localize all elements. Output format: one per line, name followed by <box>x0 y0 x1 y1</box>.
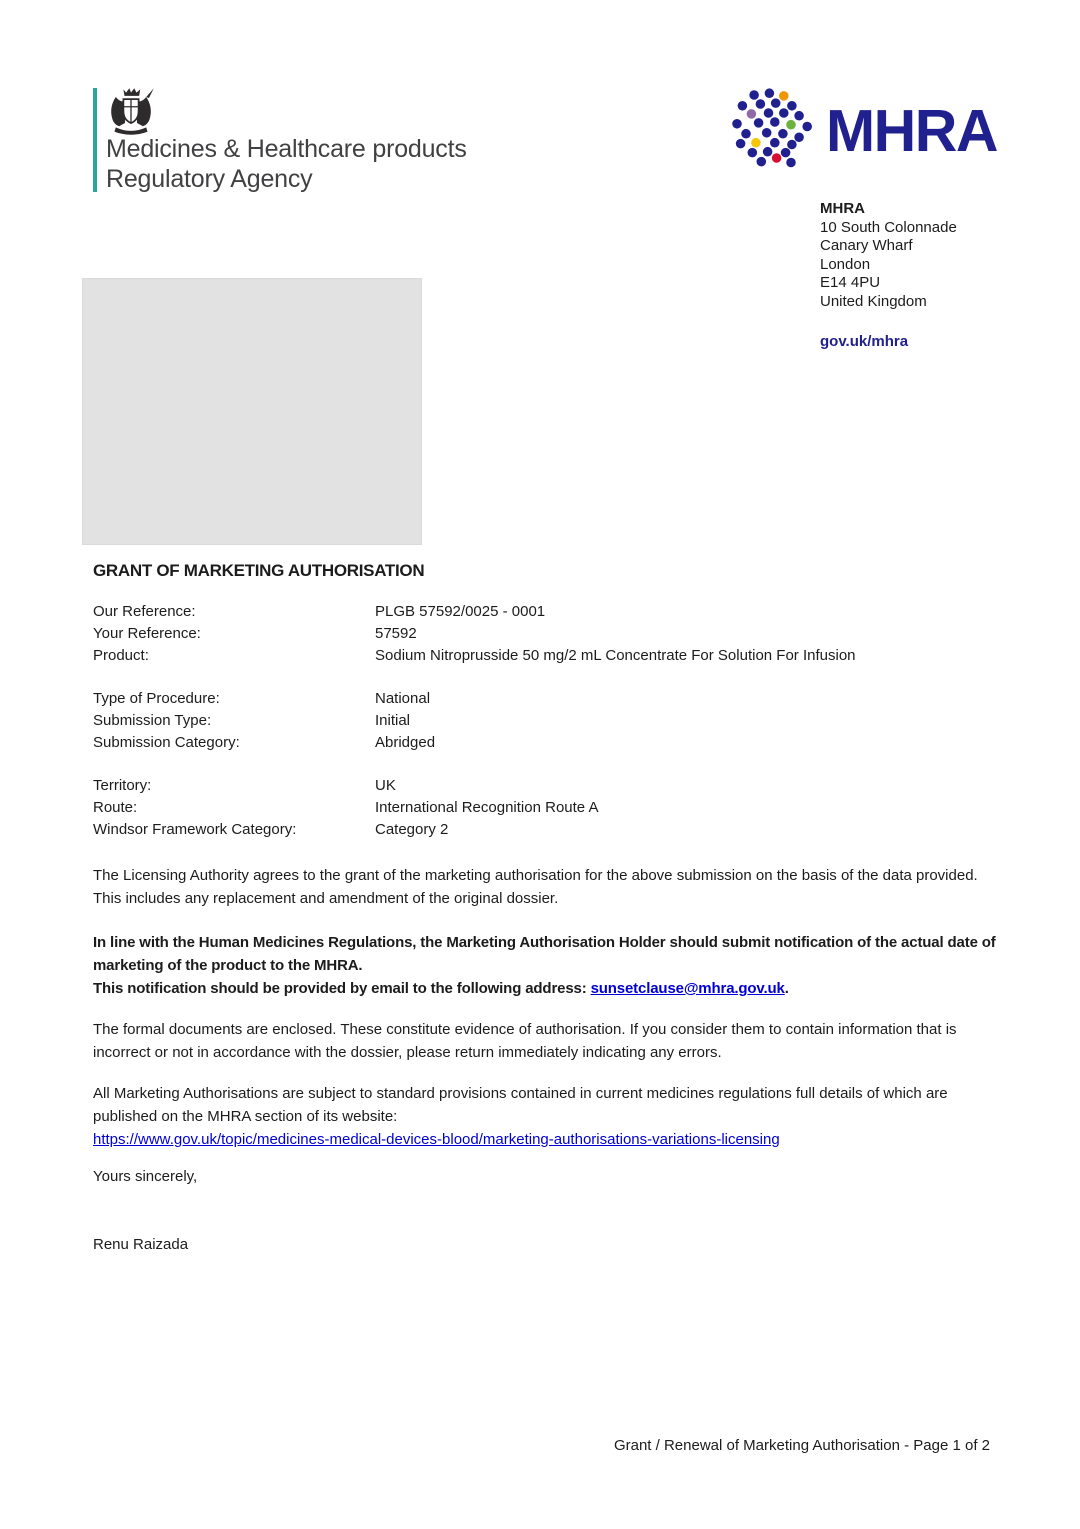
department-name-line2: Regulatory Agency <box>106 165 313 193</box>
detail-row-type-of-procedure <box>93 688 856 710</box>
redacted-address-block <box>82 278 422 545</box>
detail-row-product <box>93 645 856 667</box>
address-line: 10 South Colonnade <box>820 218 957 236</box>
contact-name: MHRA <box>820 200 865 217</box>
department-name <box>106 134 467 194</box>
detail-label: Submission Category: <box>93 734 240 751</box>
notification-email-line <box>93 977 998 1000</box>
notification-requirement-text: In line with the Human Medicines Regulations, the Marketing Authorisation Holder should submit notification of the actual date of marketing of the product to the MHRA. <box>93 934 996 974</box>
paragraph-notification <box>93 931 998 1000</box>
address-line: United Kingdom <box>820 292 927 310</box>
gov-uk-licensing-link[interactable]: https://www.gov.uk/topic/medicines-medical-devices-blood/marketing-authorisations-variations-licensing <box>93 1131 780 1148</box>
detail-row-route <box>93 797 856 819</box>
mhra-brand-logo <box>727 86 997 176</box>
address-line: E14 4PU <box>820 274 881 292</box>
details-table <box>93 601 856 841</box>
page-footer: Grant / Renewal of Marketing Authorisation - Page 1 of 2 <box>613 1437 990 1454</box>
letter-title: GRANT OF MARKETING AUTHORISATION <box>93 561 425 580</box>
sentence-period: . <box>784 980 789 997</box>
contact-block <box>820 200 957 351</box>
details-group-gap <box>93 667 856 688</box>
website-link[interactable]: gov.uk/mhra <box>820 332 909 350</box>
address-line: Canary Wharf <box>820 237 913 255</box>
detail-row-submission-type <box>93 710 856 732</box>
paragraph-licensing-authority: The Licensing Authority agrees to the grant of the marketing authorisation for the above submission on the basis of the data provided. This includes any replacement and amendment of the original dossier. <box>93 867 978 907</box>
detail-label: Windsor Framework Category: <box>93 821 297 838</box>
department-name-line1: Medicines & Healthcare products <box>106 135 467 163</box>
detail-row-windsor-framework-category <box>93 819 856 841</box>
paragraph-formal-documents: The formal documents are enclosed. These constitute evidence of authorisation. If you consider them to contain information that is incorrect or not in accordance with the dossier, please return immediately indicating any errors. <box>93 1021 957 1061</box>
detail-value: Category 2 <box>375 821 449 838</box>
detail-row-submission-category <box>93 732 856 754</box>
detail-value: UK <box>375 777 396 794</box>
detail-value: PLGB 57592/0025 - 0001 <box>375 603 546 620</box>
notification-email-prefix: This notification should be provided by email to the following address: <box>93 980 591 997</box>
detail-label: Route: <box>93 799 138 816</box>
detail-label: Our Reference: <box>93 603 196 620</box>
detail-label: Type of Procedure: <box>93 690 220 707</box>
detail-label: Submission Type: <box>93 712 212 729</box>
detail-value: National <box>375 690 431 707</box>
detail-value: Sodium Nitroprusside 50 mg/2 mL Concentrate For Solution For Infusion <box>375 647 856 664</box>
royal-crest-icon <box>106 85 156 135</box>
detail-value: 57592 <box>375 625 417 642</box>
detail-label: Product: <box>93 647 149 664</box>
detail-row-our-reference <box>93 601 856 623</box>
standard-provisions-text: All Marketing Authorisations are subject to standard provisions contained in current medicines regulations full details of which are published on the MHRA section of its website: <box>93 1085 948 1125</box>
mhra-dots-icon <box>727 86 819 176</box>
detail-value: Abridged <box>375 734 436 751</box>
sunset-clause-email-link[interactable]: sunsetclause@mhra.gov.uk <box>590 980 785 997</box>
detail-row-your-reference <box>93 623 856 645</box>
paragraph-standard-provisions <box>93 1082 998 1151</box>
detail-label: Your Reference: <box>93 625 201 642</box>
details-group-gap <box>93 754 856 775</box>
mhra-wordmark: MHRA <box>826 97 997 164</box>
address-line: London <box>820 255 871 273</box>
detail-value: International Recognition Route A <box>375 799 599 816</box>
detail-row-territory <box>93 775 856 797</box>
logo-teal-bar <box>93 88 97 192</box>
detail-value: Initial <box>375 712 411 729</box>
valediction: Yours sincerely, <box>93 1168 198 1185</box>
signatory-name: Renu Raizada <box>93 1236 189 1253</box>
detail-label: Territory: <box>93 777 152 794</box>
